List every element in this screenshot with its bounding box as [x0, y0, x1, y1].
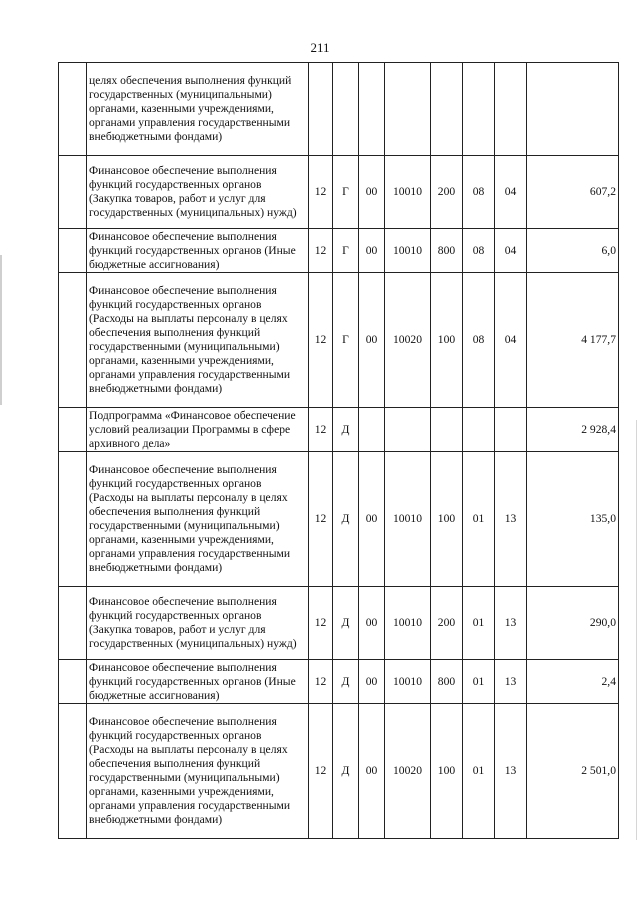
- blank-cell: [59, 273, 87, 408]
- scan-edge-mark: [636, 420, 637, 840]
- code-cell-rz: 01: [463, 660, 495, 704]
- amount-cell: 607,2: [527, 156, 619, 229]
- table-row: [59, 704, 619, 839]
- code-cell-rz: 01: [463, 452, 495, 587]
- code-cell-vr: 200: [431, 156, 463, 229]
- table-row: [59, 587, 619, 660]
- scan-edge-mark: [0, 255, 2, 405]
- code-cell-gp: 12: [309, 229, 333, 273]
- amount-cell: [527, 63, 619, 156]
- code-cell-pp: Д: [333, 452, 359, 587]
- code-cell-dir: [385, 63, 431, 156]
- code-cell-pr: 13: [495, 660, 527, 704]
- code-cell-gp: 12: [309, 408, 333, 452]
- budget-table: [58, 62, 619, 839]
- amount-cell: 135,0: [527, 452, 619, 587]
- code-cell-dir: 10020: [385, 704, 431, 839]
- blank-cell: [59, 704, 87, 839]
- code-cell-dir: 10010: [385, 156, 431, 229]
- code-cell-rz: 01: [463, 587, 495, 660]
- item-name-cell: Финансовое обеспечение выполнения функций государственных органов (Иные бюджетные ассигнования): [87, 229, 309, 273]
- amount-cell: 4 177,7: [527, 273, 619, 408]
- blank-cell: [59, 408, 87, 452]
- code-cell-vr: [431, 63, 463, 156]
- code-cell-dir: 10010: [385, 229, 431, 273]
- code-cell-pr: 13: [495, 587, 527, 660]
- table-row: [59, 273, 619, 408]
- code-cell-dir: 10010: [385, 587, 431, 660]
- code-cell-dir: 10010: [385, 660, 431, 704]
- table-row: [59, 63, 619, 156]
- code-cell-rz: 08: [463, 156, 495, 229]
- amount-cell: 290,0: [527, 587, 619, 660]
- code-cell-pr: 13: [495, 704, 527, 839]
- code-cell-om: [359, 63, 385, 156]
- code-cell-rz: [463, 408, 495, 452]
- code-cell-vr: 200: [431, 587, 463, 660]
- table-row: [59, 452, 619, 587]
- code-cell-om: 00: [359, 704, 385, 839]
- blank-cell: [59, 63, 87, 156]
- code-cell-dir: 10020: [385, 273, 431, 408]
- code-cell-om: 00: [359, 273, 385, 408]
- item-name-cell: Финансовое обеспечение выполнения функций государственных органов (Расходы на выплаты персоналу в целях обеспечения выполнения функций государственными (муниципальными) органами, казенными учреждениями, органами управления государственными внебюджетными фондами): [87, 273, 309, 408]
- code-cell-pr: 04: [495, 229, 527, 273]
- code-cell-pr: [495, 63, 527, 156]
- code-cell-om: 00: [359, 587, 385, 660]
- code-cell-vr: 100: [431, 704, 463, 839]
- blank-cell: [59, 660, 87, 704]
- code-cell-gp: 12: [309, 452, 333, 587]
- code-cell-pp: Г: [333, 273, 359, 408]
- code-cell-om: 00: [359, 452, 385, 587]
- page-number: 211: [310, 40, 330, 55]
- code-cell-pr: 13: [495, 452, 527, 587]
- code-cell-pp: [333, 63, 359, 156]
- table-row: [59, 156, 619, 229]
- code-cell-om: 00: [359, 156, 385, 229]
- code-cell-om: [359, 408, 385, 452]
- item-name-cell: Финансовое обеспечение выполнения функций государственных органов (Иные бюджетные ассигнования): [87, 660, 309, 704]
- amount-cell: 2 501,0: [527, 704, 619, 839]
- table-row: [59, 660, 619, 704]
- code-cell-om: 00: [359, 229, 385, 273]
- amount-cell: 2,4: [527, 660, 619, 704]
- code-cell-pr: 04: [495, 273, 527, 408]
- code-cell-pp: Д: [333, 408, 359, 452]
- code-cell-pp: Г: [333, 156, 359, 229]
- code-cell-vr: 800: [431, 229, 463, 273]
- code-cell-vr: [431, 408, 463, 452]
- code-cell-rz: 08: [463, 273, 495, 408]
- item-name-cell: целях обеспечения выполнения функций государственных (муниципальными) органами, казенными учреждениями, органами управления государственными внебюджетными фондами): [87, 63, 309, 156]
- code-cell-rz: [463, 63, 495, 156]
- amount-cell: 6,0: [527, 229, 619, 273]
- code-cell-gp: [309, 63, 333, 156]
- table-row: [59, 408, 619, 452]
- code-cell-pp: Д: [333, 704, 359, 839]
- item-name-cell: Финансовое обеспечение выполнения функций государственных органов (Закупка товаров, работ и услуг для государственных (муниципальных) нужд): [87, 587, 309, 660]
- blank-cell: [59, 452, 87, 587]
- code-cell-om: 00: [359, 660, 385, 704]
- code-cell-gp: 12: [309, 704, 333, 839]
- code-cell-pp: Д: [333, 587, 359, 660]
- blank-cell: [59, 156, 87, 229]
- code-cell-rz: 01: [463, 704, 495, 839]
- blank-cell: [59, 229, 87, 273]
- amount-cell: 2 928,4: [527, 408, 619, 452]
- code-cell-vr: 800: [431, 660, 463, 704]
- item-name-cell: Финансовое обеспечение выполнения функций государственных органов (Расходы на выплаты персоналу в целях обеспечения выполнения функций государственными (муниципальными) органами, казенными учреждениями, органами управления государственными внебюджетными фондами): [87, 704, 309, 839]
- blank-cell: [59, 587, 87, 660]
- code-cell-gp: 12: [309, 273, 333, 408]
- item-name-cell: Финансовое обеспечение выполнения функций государственных органов (Закупка товаров, работ и услуг для государственных (муниципальных) нужд): [87, 156, 309, 229]
- code-cell-dir: 10010: [385, 452, 431, 587]
- code-cell-pr: 04: [495, 156, 527, 229]
- code-cell-vr: 100: [431, 452, 463, 587]
- code-cell-gp: 12: [309, 587, 333, 660]
- code-cell-gp: 12: [309, 156, 333, 229]
- code-cell-vr: 100: [431, 273, 463, 408]
- table-row: [59, 229, 619, 273]
- code-cell-pp: Г: [333, 229, 359, 273]
- item-name-cell: Подпрограмма «Финансовое обеспечение условий реализации Программы в сфере архивного дела»: [87, 408, 309, 452]
- code-cell-gp: 12: [309, 660, 333, 704]
- code-cell-pp: Д: [333, 660, 359, 704]
- code-cell-rz: 08: [463, 229, 495, 273]
- code-cell-dir: [385, 408, 431, 452]
- item-name-cell: Финансовое обеспечение выполнения функций государственных органов (Расходы на выплаты персоналу в целях обеспечения выполнения функций государственными (муниципальными) органами, казенными учреждениями, органами управления государственными внебюджетными фондами): [87, 452, 309, 587]
- code-cell-pr: [495, 408, 527, 452]
